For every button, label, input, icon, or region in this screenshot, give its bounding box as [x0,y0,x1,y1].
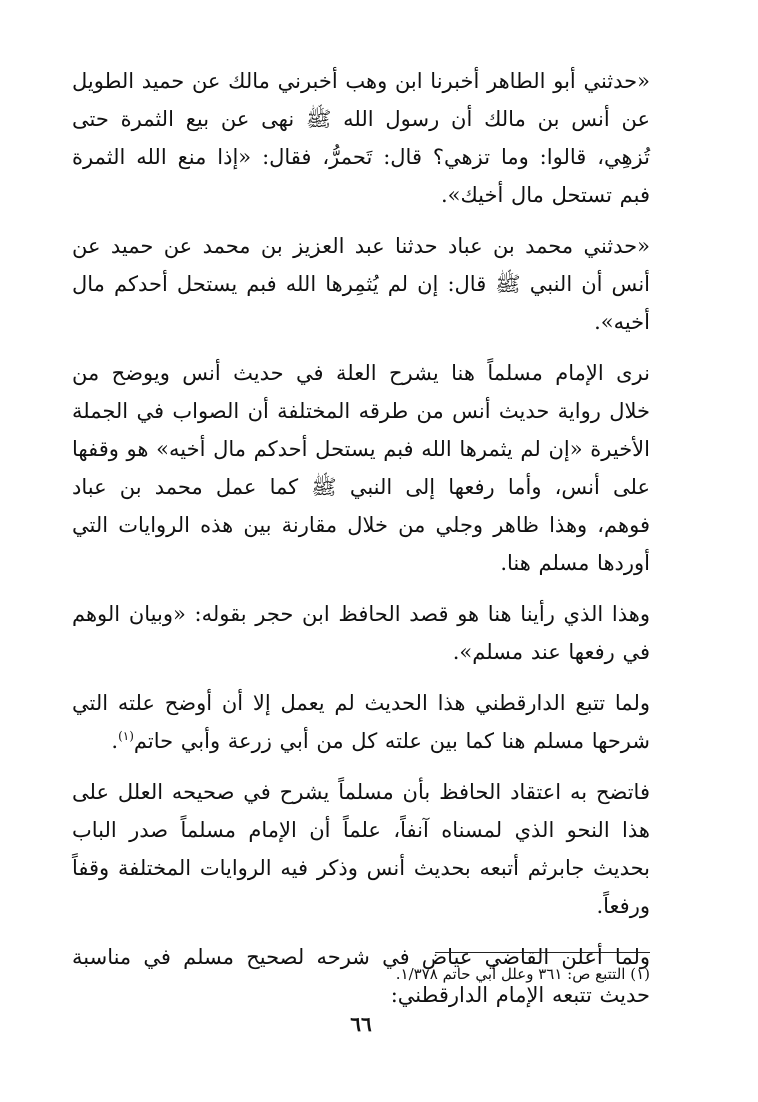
footnote-divider [435,952,650,953]
page-number: ٦٦ [350,1012,372,1036]
footnote-text: التتبع ص: ٣٦١ وعلل أبي حاتم ١/٣٧٨. [395,965,626,983]
paragraph-daraqutni-text: ولما تتبع الدارقطني هذا الحديث لم يعمل إلا أن أوضح علته التي شرحها مسلم هنا كما بين علته كل من أبي زرعة وأبي حاتم [72,691,650,753]
document-page [72,62,650,1036]
paragraph-hadith-2: «حدثني محمد بن عباد حدثنا عبد العزيز بن محمد عن حميد عن أنس أن النبي ﷺ قال: إن لم يُثمِرها الله فبم يستحل أحدكم مال أخيه». [72,234,650,334]
paragraph-daraqutni-end: . [111,729,119,753]
footnote-number: (١) [630,965,650,983]
footnote-marker: (١) [118,729,134,743]
paragraph-ibn-hajar: وهذا الذي رأينا هنا هو قصد الحافظ ابن حجر بقوله: «وبيان الوهم في رفعها عند مسلم». [72,602,650,664]
footnote [72,962,650,986]
paragraph-hadith-1: «حدثني أبو الطاهر أخبرنا ابن وهب أخبرني مالك عن حميد الطويل عن أنس بن مالك أن رسول الله ﷺ نهى عن بيع الثمرة حتى تُزهِي، قالوا: وما تزهي؟ قال: تَحمرُّ، فقال: «إذا منع الله الثمرة فبم تستحل مال أخيك». [72,69,650,207]
paragraph-daraqutni [72,684,650,760]
paragraph-qadi-iyad: ولما أعلن القاضي عياض في شرحه لصحيح مسلم في مناسبة حديث تتبعه الإمام الدارقطني: [72,945,650,1007]
paragraph-commentary-2: فاتضح به اعتقاد الحافظ بأن مسلماً يشرح في صحيحه العلل على هذا النحو الذي لمسناه آنفاً، علماً أن الإمام مسلماً صدر الباب بحديث جابرثم أتبعه بحديث أنس وذكر فيه الروايات المختلفة وقفاً ورفعاً. [72,780,650,918]
paragraph-commentary-1: نرى الإمام مسلماً هنا يشرح العلة في حديث أنس ويوضح من خلال رواية حديث أنس من طرقه المختلفة أن الصواب في الجملة الأخيرة «إن لم يثمرها الله فبم يستحل أحدكم مال أخيه» هو وقفها على أنس، وأما رفعها إلى النبي ﷺ كما عمل محمد بن عباد فوهم، وهذا ظاهر وجلي من خلال مقارنة بين هذه الروايات التي أوردها مسلم هنا. [72,361,650,575]
